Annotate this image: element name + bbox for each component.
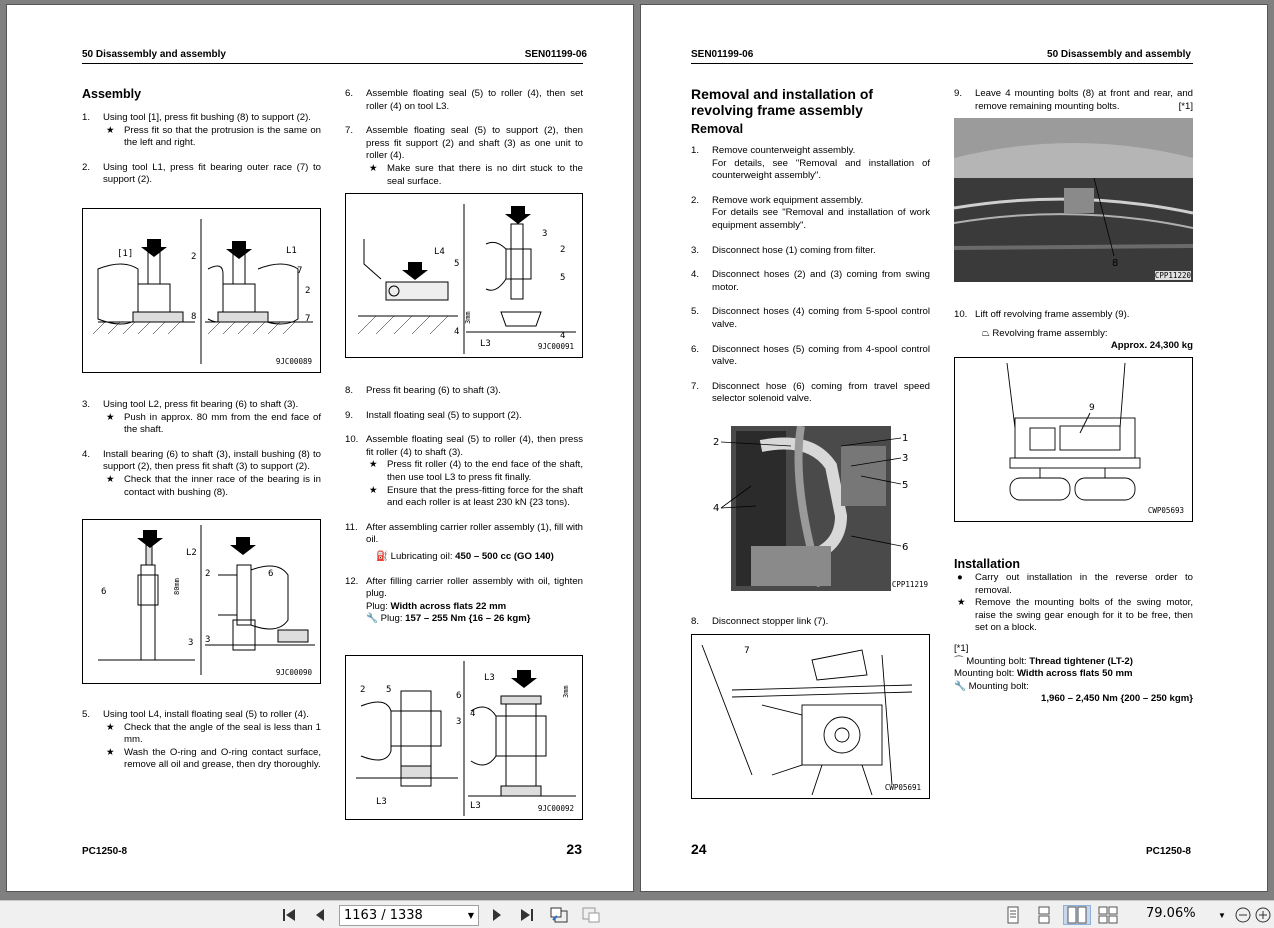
svg-text:2: 2 [713,437,720,448]
zoom-in-icon [1254,906,1272,924]
svg-text:7: 7 [297,266,303,276]
two-page-icon [1067,906,1087,924]
footer-model: PC1250-8 [82,846,128,857]
last-page-button[interactable] [515,905,537,925]
right-column-lower [345,385,583,638]
step-5: 5. Using tool L4, install floating seal (5) to roller (4). ★ Check that the angle of the seal is less than 1 mm. ★ Wash the O-ring and O-ring contact surface, remove all oil and grease, then dry thoroughly. [82,709,321,771]
svg-text:2: 2 [191,252,197,262]
wrench-icon: 🔧 [366,613,378,625]
figure-drawing [346,194,582,357]
photo-drawing [691,426,930,591]
section-heading: Assembly [82,87,142,101]
go-back-button[interactable] [548,905,570,925]
zoom-in-button[interactable] [1254,905,1272,925]
step-10: 10. Assemble floating seal (5) to roller (4), then press fit roller (4) to shaft (3). ★ Press fit roller (4) to the end face of the shaft, then use tool L3 to press fit finally. ★ Ensure that the press-fitting force for the shaft and each roller is at least 230 kN {23 tons). [345,434,583,509]
step-6: 6. Disconnect hoses (5) coming from 4-spool control valve. [691,343,930,368]
weight-spec: ⏢ Revolving frame assembly: [982,327,1108,339]
svg-text:3: 3 [188,638,194,648]
step-2: 2. Using tool L1, press fit bearing outer race (7) to support (2). [82,161,321,186]
first-page-icon [281,907,299,923]
plug-torque-spec: 🔧 Plug: 157 – 255 Nm {16 – 26 kgm} [366,613,531,625]
svg-text:3mm: 3mm [562,685,570,698]
svg-text:4: 4 [713,503,720,514]
two-page-continuous-icon [1098,906,1118,924]
step-1: 1. Using tool [1], press fit bushing (8) to support (2). ★ Press fit so that the protrusion is the same on the left and right. [82,112,321,149]
bolt-spec-3: 🔧 Mounting bolt: [954,680,1029,692]
left-column [82,87,321,199]
left-column-lower [82,399,321,511]
previous-view-icon [549,906,569,924]
step-4: 4. Install bearing (6) to shaft (3), install bushing (8) to support (2), then press fit shaft (3) to support (2). ★ Check that the inner race of the bearing is in contact with bushing (8). [82,448,321,498]
bolt-torque-value: 1,960 – 2,450 Nm {200 – 250 kgm} [1040,693,1193,705]
reference-marker: [*1] [954,642,969,654]
installation-section [954,557,1193,706]
svg-text:L3: L3 [376,797,387,807]
svg-text:4: 4 [560,331,566,341]
figure-drawing [955,358,1192,521]
step-2: 2. Remove work equipment assembly. For details see "Removal and installation of work equipment assembly". [691,194,930,231]
previous-page-icon [313,907,327,923]
figure-drawing [83,209,320,372]
figure-code: CWP05693 [1147,506,1184,515]
page-24 [640,4,1268,892]
step-7: 7. Disconnect hose (6) coming from travel speed selector solenoid valve. [691,380,930,405]
figure-cwp05691 [691,634,930,799]
page-23 [6,4,634,892]
svg-text:6: 6 [268,569,274,579]
svg-text:2: 2 [360,685,366,695]
svg-text:3: 3 [542,229,548,239]
photo-cpp11220 [954,118,1193,282]
header-section-title: 50 Disassembly and assembly [1047,49,1191,60]
step-7: 7. Assemble floating seal (5) to support (2), then press fit support (2) and shaft (3) as one unit to roller (4). ★ Make sure that there is no dirt stuck to the seal surface. [345,125,583,187]
step-4: 4. Disconnect hoses (2) and (3) coming from swing motor. [691,269,930,293]
header-section-title: 50 Disassembly and assembly [82,49,226,60]
page-number-input[interactable]: 1163 / 1338 ▼ [339,905,479,926]
svg-text:3: 3 [902,453,909,464]
weight-value: Approx. 24,300 kg [1110,340,1193,352]
figure-9jc00089 [82,208,321,373]
weight-icon: ⏢ [982,327,990,339]
figure-code: 9JC00089 [275,357,312,366]
svg-text:6: 6 [101,587,107,597]
svg-text:8: 8 [191,312,197,322]
svg-text:3: 3 [205,635,211,645]
svg-text:[1]: [1] [117,249,134,259]
photo-drawing [954,118,1193,282]
single-page-view-button[interactable] [1002,905,1024,925]
zoom-level[interactable]: 79.06% [1146,906,1196,921]
step-3: 3. Disconnect hose (1) coming from filter. [691,244,876,256]
svg-text:80mm: 80mm [173,578,181,595]
step-5: 5. Disconnect hoses (4) coming from 5-spool control valve. [691,306,930,330]
svg-text:5: 5 [560,273,566,283]
svg-text:4: 4 [454,327,460,337]
figure-code: 9JC00090 [275,668,312,677]
step-3: 3. Using tool L2, press fit bearing (6) to shaft (3). ★ Push in approx. 80 mm from the end face of the shaft. [82,399,321,436]
procedure-title: Removal and installation of revolving frame assembly [691,86,874,118]
page-number: 24 [691,841,707,857]
step-8: 8. Press fit bearing (6) to shaft (3). [345,385,501,396]
two-page-view-button[interactable] [1063,905,1091,925]
svg-text:2: 2 [205,569,211,579]
svg-text:2: 2 [305,286,311,296]
go-forward-button[interactable] [580,905,602,925]
svg-text:3: 3 [456,717,462,727]
bolt-spec-1: ⌒ Mounting bolt: Thread tightener (LT-2) [954,655,1133,667]
figure-9jc00090 [82,519,321,684]
header-doc-code: SEN01199-06 [524,49,587,60]
header-rule [82,63,583,64]
step-note: ★ Make sure that there is no dirt stuck to the seal surface. [369,162,583,187]
svg-text:2: 2 [560,245,566,255]
previous-page-button[interactable] [309,905,331,925]
svg-text:3mm: 3mm [464,311,472,324]
figure-code: CPP11219 [891,580,928,589]
figure-9jc00091 [345,193,583,358]
zoom-out-button[interactable] [1232,905,1254,925]
step-11: 11. After assembling carrier roller assembly (1), fill with oil. ⛽ Lubricating oil: 450 – 500 cc (GO 140) [345,521,583,562]
next-view-icon [581,906,601,924]
step-note: ★ Check that the angle of the seal is less than 1 mm. [106,721,321,746]
step-note: ★ Push in approx. 80 mm from the end face of the shaft. [106,411,321,436]
removal-heading: Removal [691,122,744,136]
step-8: 8. Disconnect stopper link (7). [691,616,829,627]
two-page-continuous-view-button[interactable] [1097,905,1119,925]
header-doc-code: SEN01199-06 [691,49,754,60]
figure-code: 9JC00091 [537,342,574,351]
single-page-icon [1006,906,1020,924]
footer-model: PC1250-8 [1145,846,1191,857]
svg-text:5: 5 [454,259,460,269]
svg-text:L3: L3 [480,339,491,349]
svg-text:L4: L4 [434,247,445,257]
step-9: 9. Install floating seal (5) to support (2). [345,409,522,421]
oil-spec: ⛽ Lubricating oil: 450 – 500 cc (GO 140) [376,550,554,562]
figure-drawing [346,656,582,819]
right-column-mid [954,309,1193,353]
bolt-spec-2: Mounting bolt: Width across flats 50 mm [954,668,1133,680]
step-6: 6. Assemble floating seal (5) to roller (4), then set roller (4) on tool L3. [345,88,583,112]
chevron-down-icon[interactable]: ▼ [467,911,474,920]
step-10: 10. Lift off revolving frame assembly (9). [954,309,1130,320]
step-1: 1. Remove counterweight assembly. For details, see "Removal and installation of counterweight assembly". [691,145,930,182]
next-page-button[interactable] [486,905,508,925]
svg-text:6: 6 [456,691,462,701]
wrench-icon: 🔧 [954,680,966,692]
step-note: ★ Wash the O-ring and O-ring contact surface, remove all oil and grease, then dry thoroughly. [106,746,321,771]
continuous-page-icon [1037,906,1051,924]
svg-text:5: 5 [386,685,392,695]
last-page-icon [517,907,535,923]
thread-tightener-icon: ⌒ [954,655,964,667]
figure-cwp05693 [954,357,1193,522]
svg-text:8: 8 [1112,258,1119,269]
svg-text:L2: L2 [186,548,197,558]
figure-code: CPP11220 [1154,271,1191,280]
figure-9jc00092 [345,655,583,820]
zoom-dropdown-chevron-down-icon[interactable]: ▼ [1218,910,1226,920]
next-page-icon [490,907,504,923]
oil-can-icon: ⛽ [376,550,388,562]
svg-text:4: 4 [470,709,476,719]
right-column [345,88,583,200]
svg-text:7: 7 [305,314,311,324]
figure-drawing [692,635,929,798]
install-note: ★ Remove the mounting bolts of the swing motor, raise the swing gear enough for it to be free, then set on a block. [957,597,1193,634]
header-rule [691,63,1193,64]
viewer-toolbar [0,900,1274,928]
installation-heading: Installation [954,557,1020,571]
svg-text:9: 9 [1089,403,1095,413]
step-note: ★ Check that the inner race of the bearing is in contact with bushing (8). [106,473,321,498]
zoom-out-icon [1234,906,1252,924]
step-9: 9. Leave 4 mounting bolts (8) at front and rear, and remove remaining mounting bolts. [*1] [954,88,1193,112]
step-12: 12. After filling carrier roller assembly with oil, tighten plug. Plug: Width across flats 22 mm 🔧 Plug: 157 – 255 Nm {16 – 26 kgm} [345,575,583,625]
continuous-view-button[interactable] [1033,905,1055,925]
step-note: ★ Ensure that the press-fitting force for the shaft and each roller is at least 230 kN {23 tons). [369,484,583,509]
svg-text:L3: L3 [484,673,495,683]
step-note: ★ Press fit roller (4) to the end face of the shaft, then use tool L3 to press fit finally. [369,459,583,483]
photo-cpp11219 [691,426,930,591]
plug-spec: Plug: Width across flats 22 mm [366,600,507,612]
page-number: 23 [566,841,582,857]
first-page-button[interactable] [279,905,301,925]
svg-text:5: 5 [902,480,909,491]
svg-text:7: 7 [744,646,750,656]
svg-text:L3: L3 [470,801,481,811]
left-column-bottom [82,709,321,784]
svg-text:1: 1 [902,433,909,444]
figure-code: CWP05691 [884,783,921,792]
left-column [691,86,930,418]
figure-code: 9JC00092 [537,804,574,813]
figure-drawing [83,520,320,683]
install-bullet: ● Carry out installation in the reverse order to removal. [957,572,1193,596]
reference-marker: [*1] [1178,100,1193,112]
svg-text:L1: L1 [286,246,297,256]
step-note: ★ Press fit so that the protrusion is the same on the left and right. [106,124,321,149]
svg-text:6: 6 [902,542,909,553]
